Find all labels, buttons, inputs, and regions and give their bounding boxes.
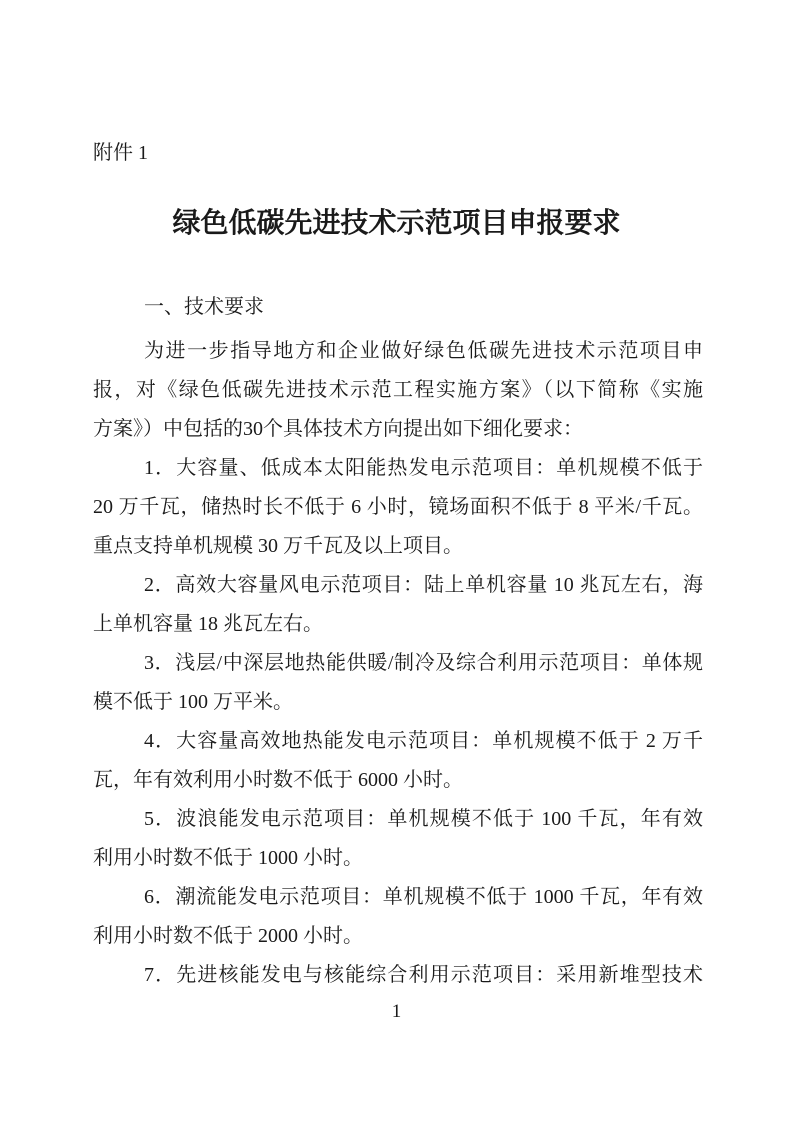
document-line: 利用小时数不低于 1000 小时。 bbox=[93, 847, 363, 869]
document-line: 3．浅层/中深层地热能供暖/制冷及综合利用示范项目：单体规 bbox=[144, 652, 703, 674]
document-line: 6．潮流能发电示范项目：单机规模不低于 1000 千瓦，年有效 bbox=[144, 886, 703, 908]
document-line: 模不低于 100 万平米。 bbox=[93, 691, 293, 713]
page-number: 1 bbox=[391, 1001, 402, 1022]
document-line: 上单机容量 18 兆瓦左右。 bbox=[93, 613, 323, 635]
document-line: 5．波浪能发电示范项目：单机规模不低于 100 千瓦，年有效 bbox=[144, 808, 703, 830]
document-line: 瓦，年有效利用小时数不低于 6000 小时。 bbox=[93, 769, 463, 791]
document-body bbox=[93, 332, 703, 995]
document-line: 1．大容量、低成本太阳能热发电示范项目：单机规模不低于 bbox=[144, 457, 703, 479]
document-line: 2．高效大容量风电示范项目：陆上单机容量 10 兆瓦左右，海 bbox=[144, 574, 703, 596]
document-line: 利用小时数不低于 2000 小时。 bbox=[93, 925, 363, 947]
document-line: 重点支持单机规模 30 万千瓦及以上项目。 bbox=[93, 535, 463, 557]
document-line: 为进一步指导地方和企业做好绿色低碳先进技术示范项目申 bbox=[144, 340, 703, 362]
section-heading: 一、技术要求 bbox=[144, 296, 264, 318]
document-line: 4．大容量高效地热能发电示范项目：单机规模不低于 2 万千 bbox=[144, 730, 703, 752]
attachment-label: 附件 1 bbox=[93, 142, 148, 164]
document-line: 报，对《绿色低碳先进技术示范工程实施方案》（以下简称《实施 bbox=[93, 379, 703, 401]
document-line: 20 万千瓦，储热时长不低于 6 小时，镜场面积不低于 8 平米/千瓦。 bbox=[93, 496, 703, 518]
document-title: 绿色低碳先进技术示范项目申报要求 bbox=[172, 208, 621, 239]
document-line: 方案》）中包括的30个具体技术方向提出如下细化要求： bbox=[93, 418, 583, 440]
document-line: 7．先进核能发电与核能综合利用示范项目：采用新堆型技术 bbox=[144, 964, 703, 986]
